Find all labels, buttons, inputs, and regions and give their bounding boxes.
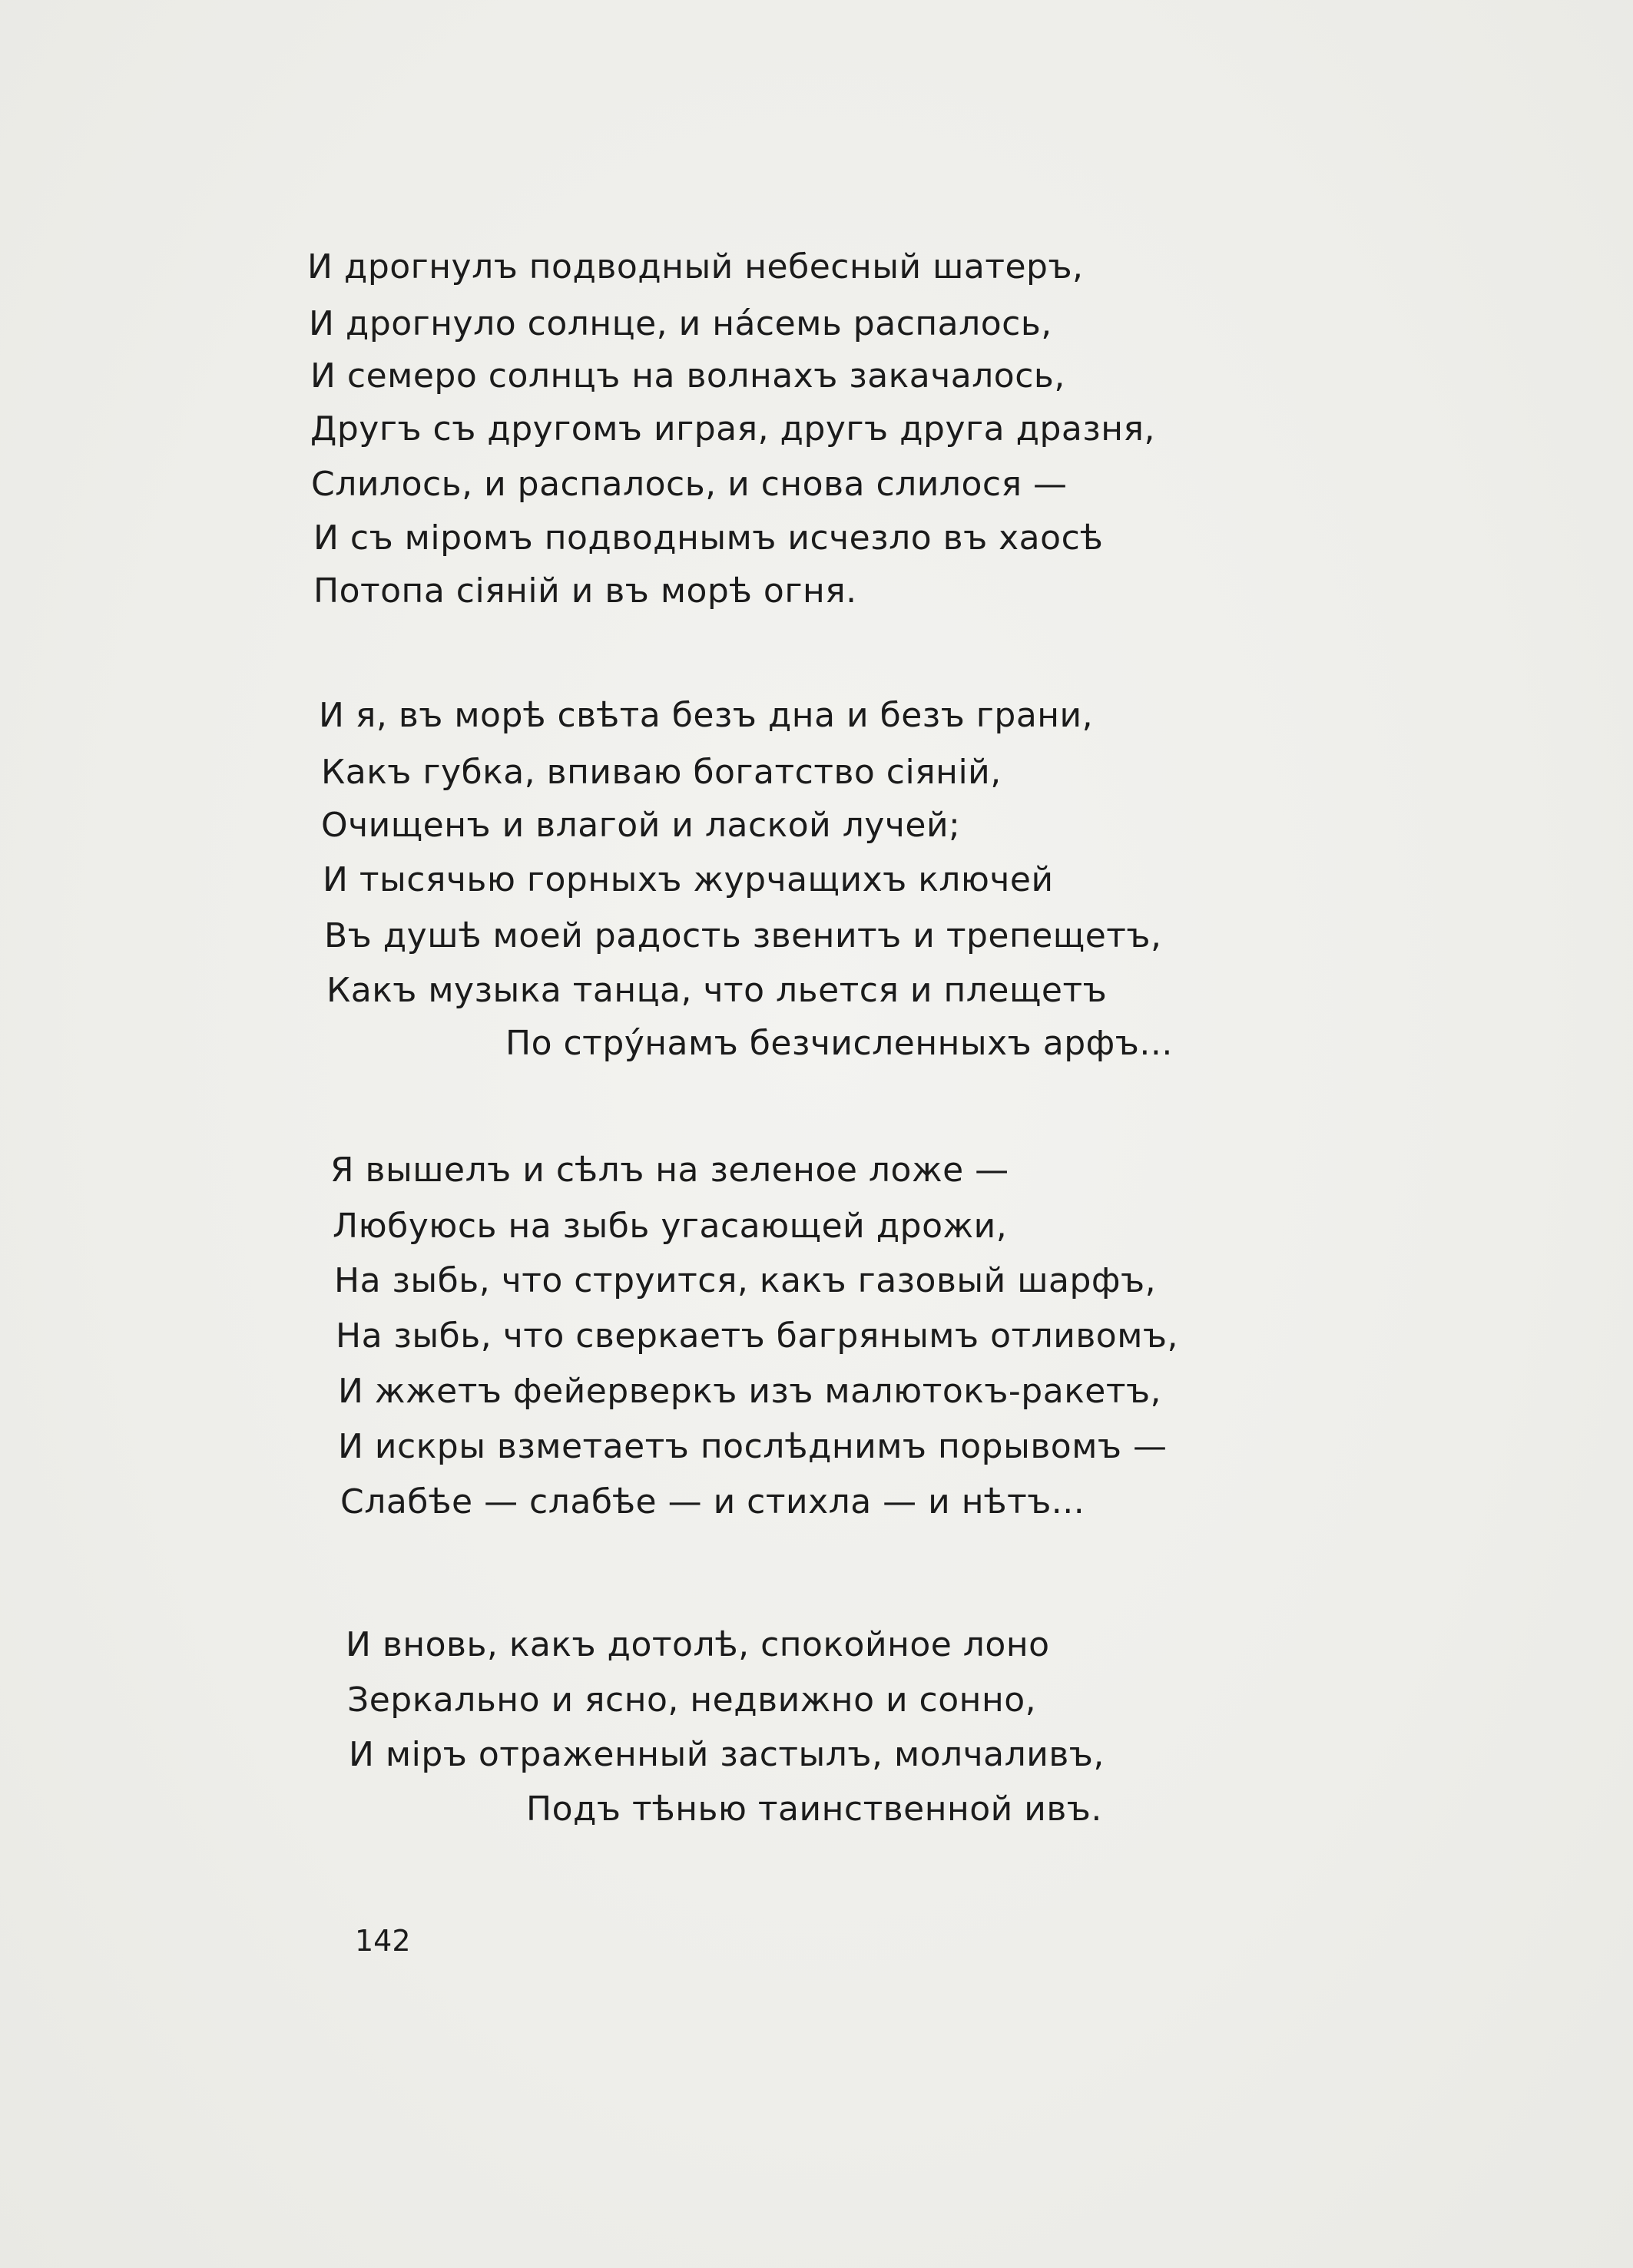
poem-line: Какъ губка, впиваю богатство сіяній, — [321, 753, 1002, 792]
poem-line: И міръ отраженный застылъ, молчаливъ, — [349, 1735, 1105, 1774]
poem-line: И дрогнуло солнце, и на́семь распалось, — [309, 304, 1052, 343]
poem-line: И искры взметаетъ послѣднимъ порывомъ — — [338, 1427, 1168, 1466]
poem-line: По стру́намъ безчисленныхъ арфъ... — [505, 1024, 1173, 1063]
poem-line: И дрогнулъ подводный небесный шатеръ, — [307, 247, 1084, 286]
poem-line: Любуюсь на зыбь угасающей дрожи, — [333, 1207, 1008, 1246]
poem-line: Другъ съ другомъ играя, другъ друга дразня, — [310, 409, 1156, 449]
poem-line: И съ міромъ подводнымъ исчезло въ хаосѣ — [313, 518, 1104, 558]
poem-line: На зыбь, что сверкаетъ багрянымъ отливомъ, — [336, 1316, 1178, 1356]
poem-line: Я вышелъ и сѣлъ на зеленое ложе — — [330, 1151, 1009, 1190]
poem-line: Очищенъ и влагой и лаской лучей; — [321, 806, 961, 845]
poem-line: И вновь, какъ дотолѣ, спокойное лоно — [346, 1625, 1050, 1664]
poem-line: И жжетъ фейерверкъ изъ малютокъ-ракетъ, — [338, 1372, 1162, 1411]
poem-line: Въ душѣ моей радость звенитъ и трепещетъ, — [324, 916, 1162, 955]
poem-line: Подъ тѣнью таинственной ивъ. — [526, 1790, 1102, 1829]
page-number: 142 — [355, 1924, 411, 1958]
poem-line: И семеро солнцъ на волнахъ закачалось, — [310, 356, 1065, 396]
poem-line: Зеркально и ясно, недвижно и сонно, — [347, 1680, 1037, 1720]
poem-line: Слабѣе — слабѣе — и стихла — и нѣтъ... — [340, 1482, 1085, 1521]
poem-line: На зыбь, что струится, какъ газовый шарфъ, — [334, 1261, 1157, 1300]
poem-line: И я, въ морѣ свѣта безъ дна и безъ грани, — [319, 696, 1094, 735]
poem-line: Потопа сіяній и въ морѣ огня. — [313, 571, 857, 611]
poem-line: Какъ музыка танца, что льется и плещетъ — [326, 971, 1108, 1010]
poem-line: Слилось, и распалось, и снова слилося — — [311, 465, 1068, 504]
poem-line: И тысячью горныхъ журчащихъ ключей — [323, 860, 1054, 899]
